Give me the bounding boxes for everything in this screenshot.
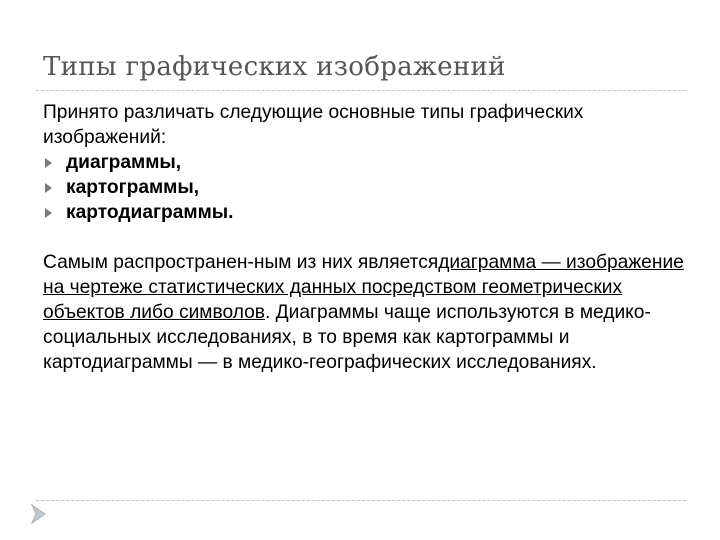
bullet-item-diagrams [43, 150, 693, 175]
slide-title: Типы графических изображений [43, 52, 506, 82]
footer-divider [36, 500, 686, 501]
paragraph-period: . [264, 302, 271, 323]
diagram-definition: диаграмма — изображение на чертеже статистических данных посредством геометрических объектов либо символов [43, 252, 684, 323]
triangle-bullet-icon [45, 208, 52, 218]
intro-text: Принято различать следующие основные типы графических изображений: [43, 102, 584, 148]
title-divider [36, 90, 686, 91]
definition-paragraph [43, 250, 693, 375]
bullet-item-cartodiagrams [43, 200, 693, 225]
paragraph-rest: Диаграммы чаще используются в медико-социальных исследованиях, в то время как картограммы и картодиаграммы — в медико-географических исследованиях. [43, 302, 651, 373]
bullet-label: картограммы, [66, 177, 200, 198]
paragraph-lead: Самым распространен-ным из них является [43, 252, 439, 273]
triangle-bullet-icon [45, 183, 52, 193]
bullet-item-cartograms [43, 175, 693, 200]
bullet-label: диаграммы, [66, 152, 182, 173]
bullet-list [43, 150, 693, 225]
bullet-label: картодиаграммы. [66, 202, 234, 223]
nav-arrow-icon[interactable] [30, 503, 48, 525]
slide-body [43, 100, 693, 375]
triangle-bullet-icon [45, 158, 52, 168]
